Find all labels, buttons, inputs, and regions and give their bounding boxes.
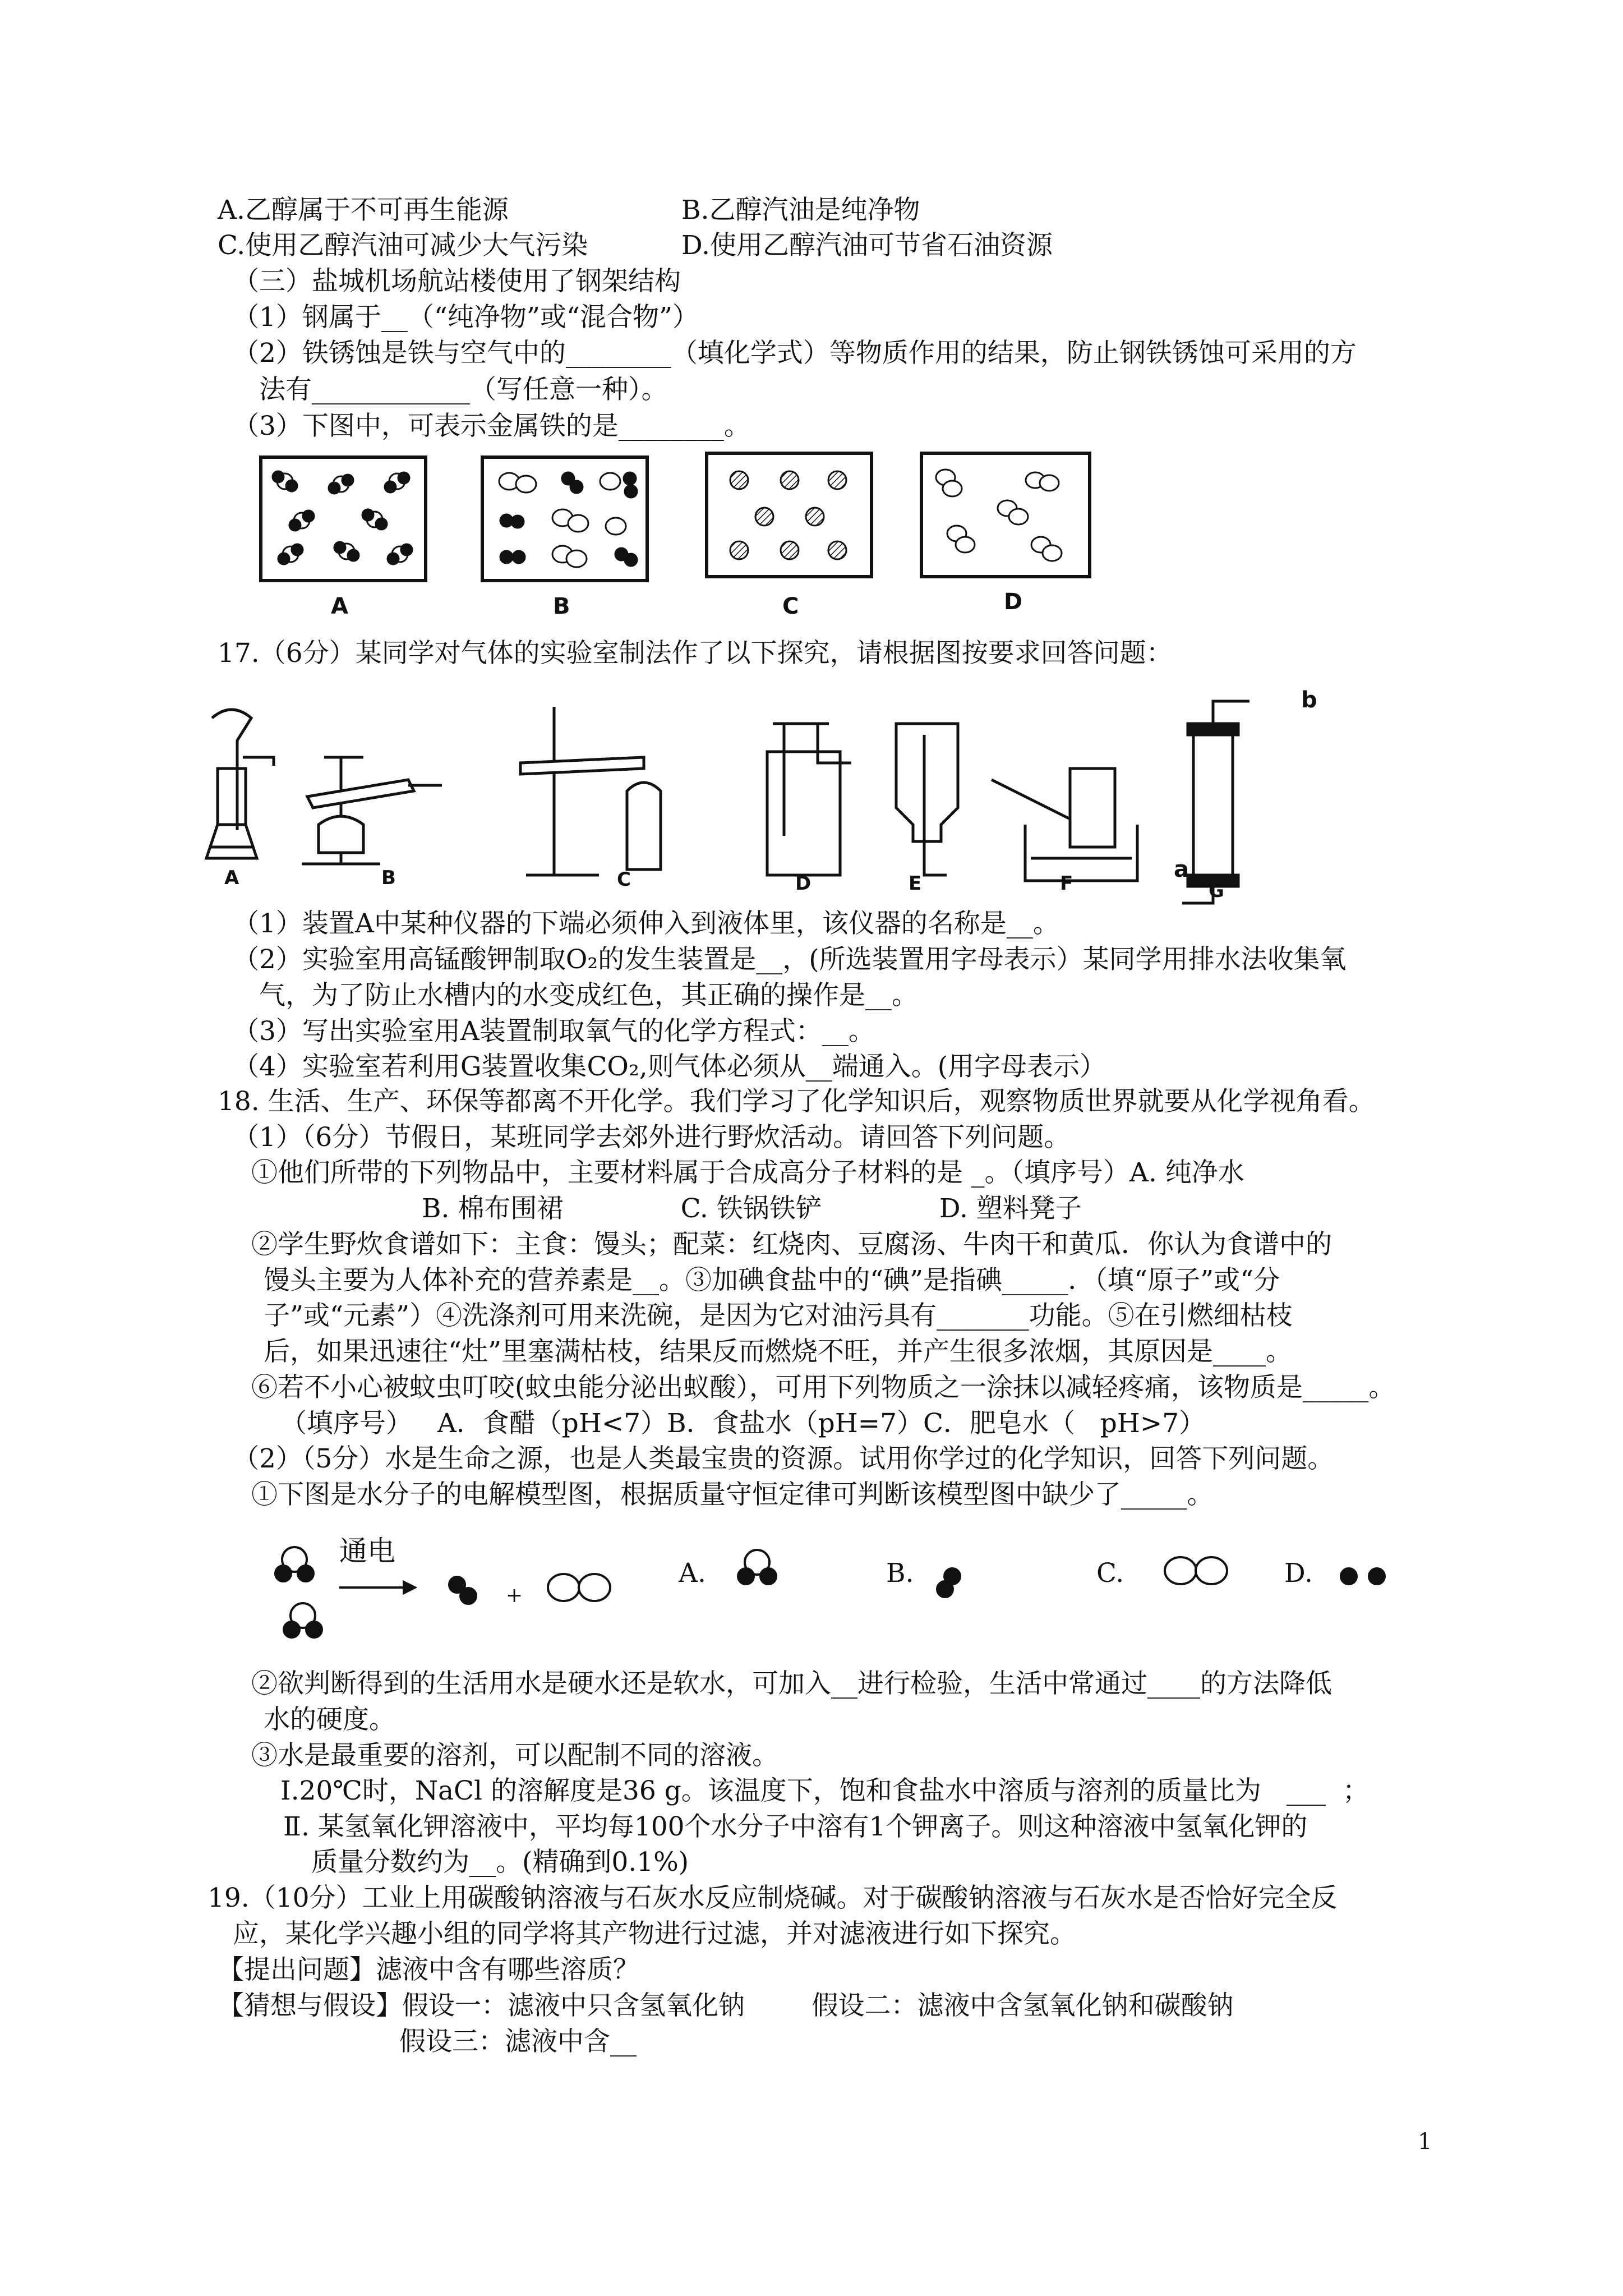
q19-title-line1: 19.（10分）工业上用碳酸钠溶液与石灰水反应制烧碱。对于碳酸钠溶液与石灰水是否恰好完全反 — [208, 1883, 1338, 1913]
lab-apparatus-icon — [195, 690, 1345, 926]
molecule-mixture-icon — [484, 459, 645, 579]
q19-title-line2: 应，某化学兴趣小组的同学将其产物进行过滤，并对滤液进行如下探究。 — [233, 1918, 1076, 1949]
q18-p2-c: ③水是最重要的溶剂，可以配制不同的溶液。 — [251, 1740, 778, 1771]
q18-p2-title: （2）（5分）水是生命之源，也是人类最宝贵的资源。试用你学过的化学知识，回答下列问题。 — [233, 1443, 1334, 1474]
electrolysis-model-diagram — [264, 1531, 1413, 1644]
diagram-option-a: A. — [679, 1558, 706, 1589]
q18-p1-b-line3: 子”或“元素”）④洗涤剂可用来洗碗，是因为它对油污具有_______功能。⑤在引燃细枯枝 — [264, 1300, 1293, 1331]
part3-title: （三）盐城机场航站楼使用了钢架结构 — [233, 266, 681, 297]
port-a-label: a — [1174, 857, 1189, 882]
molecule-mixed-icon — [262, 459, 424, 579]
electrolysis-arrow-label: 通电 — [339, 1535, 395, 1567]
q18-p1-b-line4: 后，如果迅速往“灶”里塞满枯枝，结果反而燃烧不旺，并产生很多浓烟，其原因是____。 — [264, 1336, 1293, 1367]
apparatus-label-c: C — [617, 868, 631, 891]
diagram-option-c: C. — [1096, 1558, 1124, 1589]
part3-q2-line1: （2）铁锈蚀是铁与空气中的________（填化学式）等物质作用的结果，防止钢铁锈蚀可采用的方 — [233, 338, 1357, 369]
page-number: 1 — [1418, 2129, 1432, 2155]
q18-p1-c-line1: ⑥若不小心被蚊虫叮咬(蚊虫能分泌出蚁酸），可用下列物质之一涂抹以减轻疼痛，该物质是_____。 — [251, 1372, 1395, 1403]
atom-hatched-icon — [708, 455, 870, 575]
q18-p1-c-line2: （填序号） A．食醋（pH<7）B．食盐水（pH=7）C．肥皂水（ pH>7） — [280, 1408, 1206, 1439]
q18-p2-b-line2: 水的硬度。 — [264, 1704, 395, 1735]
particle-box-c — [705, 452, 873, 578]
q17-1: （1）装置A中某种仪器的下端必须伸入到液体里，该仪器的名称是__。 — [233, 908, 1059, 939]
q18-p2-a: ①下图是水分子的电解模型图，根据质量守恒定律可判断该模型图中缺少了_____。 — [251, 1479, 1214, 1510]
particle-label-d: D — [1004, 589, 1023, 615]
option-b: B.乙醇汽油是纯净物 — [681, 195, 920, 226]
q17-4: （4）实验室若利用G装置收集CO₂,则气体必须从__端通入。(用字母表示） — [233, 1051, 1106, 1082]
option-c: C.使用乙醇汽油可减少大气污染 — [218, 230, 588, 261]
diagram-option-b: B. — [886, 1558, 914, 1589]
port-b-label: b — [1301, 687, 1317, 713]
q18-p2-c-ii-line1: Ⅱ. 某氢氧化钾溶液中，平均每100个水分子中溶有1个钾离子。则这种溶液中氢氧化钾的 — [283, 1811, 1308, 1842]
q19-guess-line2: 假设三：滤液中含__ — [399, 2026, 637, 2057]
apparatus-label-g: G — [1209, 880, 1224, 902]
option-a: A.乙醇属于不可再生能源 — [218, 195, 509, 226]
particle-label-a: A — [331, 593, 348, 619]
q18-p1-b-line1: ②学生野炊食谱如下：主食：馒头；配菜：红烧肉、豆腐汤、牛肉干和黄瓜．你认为食谱中的 — [251, 1229, 1332, 1260]
option-d: D.使用乙醇汽油可节省石油资源 — [681, 230, 1053, 261]
q19-guess-line1: 【猜想与假设】假设一：滤液中只含氢氧化钠 假设二：滤液中含氢氧化钠和碳酸钠 — [218, 1990, 1234, 2021]
q17-2-line1: （2）实验室用高锰酸钾制取O₂的发生装置是__，(所选装置用字母表示）某同学用排水法收集氧 — [233, 944, 1347, 975]
q18-p2-c-i: Ⅰ.20℃时，NaCl 的溶解度是36 g。该温度下，饱和食盐水中溶质与溶剂的质量比为 ___ ； — [280, 1775, 1369, 1806]
part3-q3: （3）下图中，可表示金属铁的是________。 — [233, 411, 750, 441]
part3-q2-line2: 法有____________（写任意一种）。 — [259, 374, 668, 405]
q18-p1-a: ①他们所带的下列物品中，主要材料属于合成高分子材料的是 _。（填序号）A. 纯净水 — [251, 1157, 1244, 1188]
diagram-plus: + — [506, 1584, 523, 1607]
particle-box-a — [259, 455, 427, 582]
particle-box-b — [481, 455, 649, 582]
apparatus-label-a: A — [224, 867, 239, 889]
particle-label-c: C — [782, 593, 799, 619]
apparatus-figure — [195, 690, 1345, 926]
q18-p2-c-ii-line2: 质量分数约为__。(精确到0.1%) — [311, 1847, 689, 1878]
q18-p1-title: （1）（6分）节假日，某班同学去郊外进行野炊活动。请回答下列问题。 — [233, 1122, 1071, 1153]
q19-ask: 【提出问题】滤液中含有哪些溶质？ — [218, 1954, 639, 1985]
molecule-diatomic-white-icon — [923, 455, 1088, 575]
q17-title: 17.（6分）某同学对气体的实验室制法作了以下探究，请根据图按要求回答问题： — [218, 638, 1173, 669]
part3-q1: （1）钢属于__（“纯净物”或“混合物”） — [233, 302, 699, 333]
q18-title: 18. 生活、生产、环保等都离不开化学。我们学习了化学知识后，观察物质世界就要从化学视角看。 — [218, 1086, 1375, 1117]
q18-p1-b-line2: 馒头主要为人体补充的营养素是__。③加碘食盐中的“碘”是指碘_____．（填“原子”或“分 — [264, 1265, 1280, 1296]
q17-2-line2: 气，为了防止水槽内的水变成红色，其正确的操作是__。 — [259, 980, 918, 1011]
apparatus-label-f: F — [1060, 872, 1073, 895]
particle-box-d — [920, 452, 1091, 578]
q18-p2-b-line1: ②欲判断得到的生活用水是硬水还是软水，可加入__进行检验，生活中常通过____的方法降低 — [251, 1668, 1332, 1699]
q18-p1-a-options: B. 棉布围裙 C. 铁锅铁铲 D. 塑料凳子 — [422, 1193, 1082, 1224]
q17-3: （3）写出实验室用A装置制取氧气的化学方程式：__。 — [233, 1016, 875, 1047]
apparatus-label-b: B — [381, 867, 396, 889]
diagram-option-d: D. — [1284, 1558, 1313, 1589]
apparatus-label-e: E — [909, 872, 922, 895]
particle-label-b: B — [553, 593, 570, 619]
apparatus-label-d: D — [795, 872, 811, 895]
